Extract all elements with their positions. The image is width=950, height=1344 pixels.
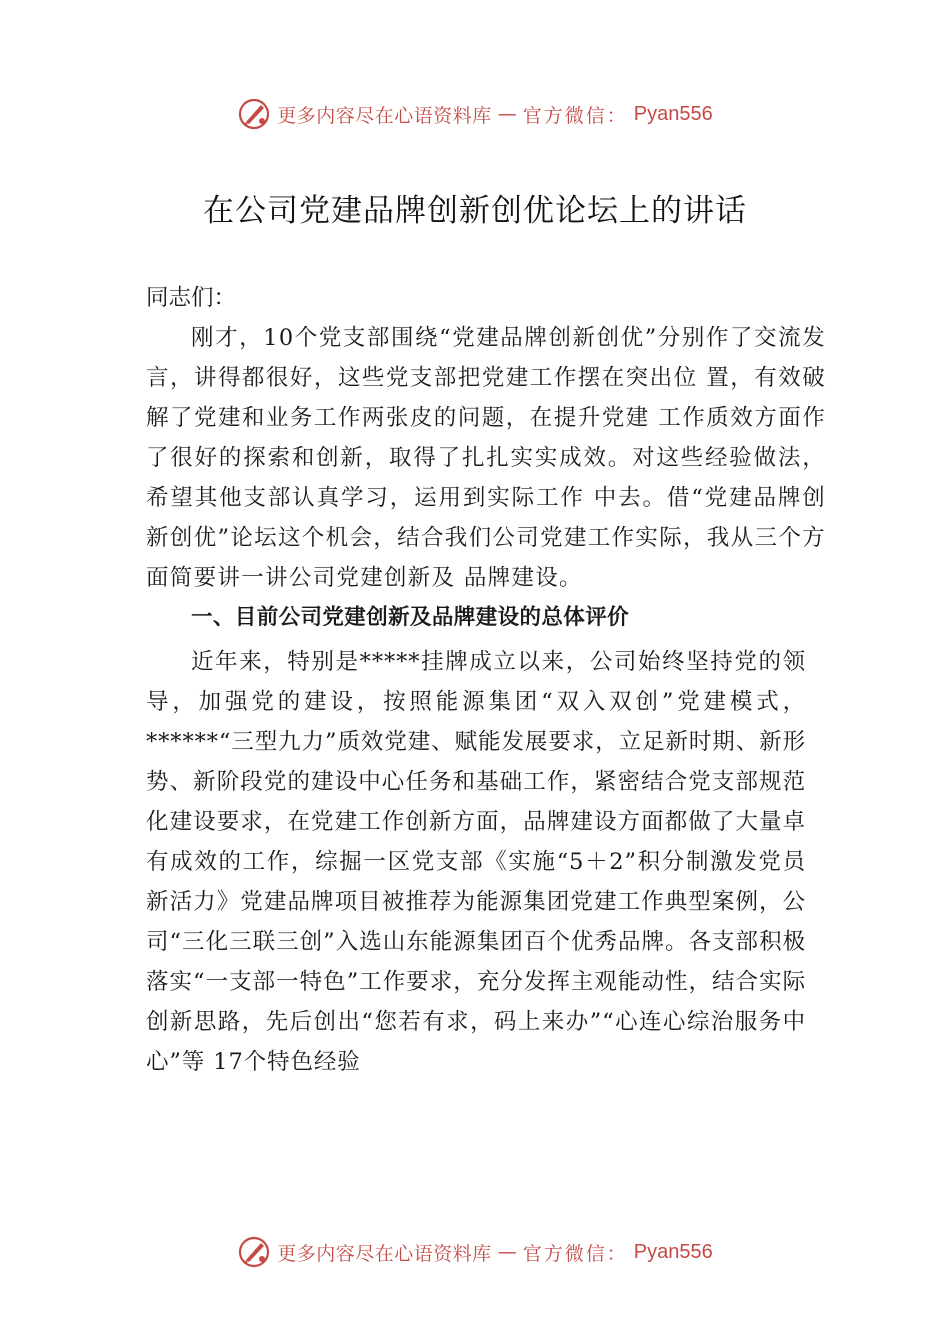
quill-pen-seal-icon [237,1235,271,1269]
watermark-dash: — [497,103,517,125]
watermark-text: 更多内容尽在心语资料库 [277,1242,492,1265]
paragraph-2: 近年来，特别是*****挂牌成立以来，公司始终坚持党的领导，加强党的建设，按照能源集团“双入双创”党建模式，******“三型九力”质效党建、赋能发展要求，立足新时期、新形势、新阶段党的建设中心任务和基础工作，紧密结合党支部规范化建设要求，在党建工作创新方面，品牌建设方面都做了大量卓有成效的工作，综掘一区党支部《实施“5＋2”积分制激发党员新活力》党建品牌项目被推荐为能源集团党建工作典型案例，公司“三化三联三创”入选山东能源集团百个优秀品牌。各支部积极落实“一支部一特色”工作要求，充分发挥主观能动性，结合实际创新思路，先后创出“您若有求，码上来办”“心连心综治服务中心”等 17个特色经验 [146,649,806,1075]
document-title: 在公司党建品牌创新创优论坛上的讲话 [203,193,747,229]
watermark-wechat-label: 官方微信： [522,104,628,127]
salutation: 同志们： [146,285,237,311]
watermark-wechat-id: Pyan556 [633,1240,713,1263]
quill-pen-seal-icon [237,97,271,131]
section-heading-1: 一、目前公司党建创新及品牌建设的总体评价 [191,605,630,630]
watermark-dash: — [497,1241,517,1263]
header-watermark [0,94,950,134]
paragraph-1: 刚才，10个党支部围绕“党建品牌创新创优”分别作了交流发言，讲得都很好，这些党支部把党建工作摆在突出位 置，有效破解了党建和业务工作两张皮的问题，在提升党建 工作质效方面作了很好的探索和创新，取得了扎扎实实成效。对这些经验做法，希望其他支部认真学习，运用到实际工作 中去。借“党建品牌创新创优”论坛这个机会，结合我们公司党建工作实际，我从三个方面简要讲一讲公司党建创新及 品牌建设。 [146,325,826,591]
watermark-wechat-label: 官方微信： [522,1242,628,1265]
footer-watermark [0,1232,950,1272]
watermark-wechat-id: Pyan556 [633,102,713,125]
document-body [146,278,826,1082]
watermark-text: 更多内容尽在心语资料库 [277,104,492,127]
